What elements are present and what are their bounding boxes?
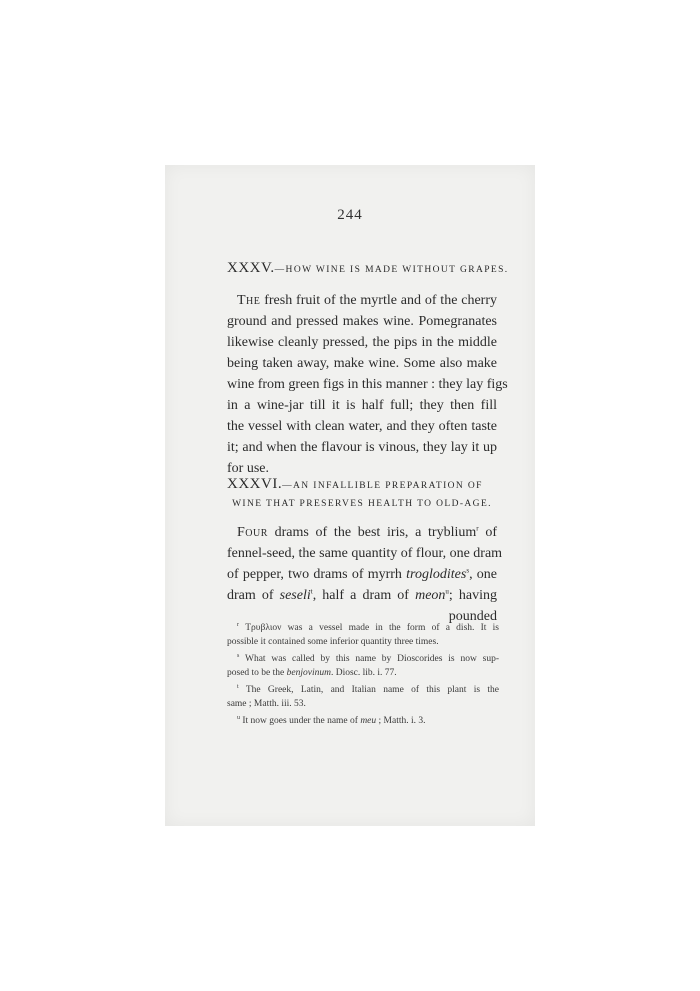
book-page <box>165 165 535 826</box>
footnote-t: $^t$ The Greek, Latin, and Italian name of this plant is the same ; Matth. iii. 53. <box>227 683 499 709</box>
text-line: being taken away, make wine. Some also make <box>227 356 497 371</box>
section-numeral: XXXV. <box>227 260 275 276</box>
footnote-ref: t <box>310 587 313 596</box>
section-title-line1: —AN INFALLIBLE PREPARATION OF <box>282 481 483 491</box>
section-heading-xxxv <box>227 259 509 279</box>
text-line: likewise cleanly pressed, the pips in the middle <box>227 335 497 350</box>
text-line: it; and when the flavour is vinous, they lay it up <box>227 440 497 455</box>
lead-word: Four <box>237 525 268 540</box>
footnote-mark: s <box>237 652 240 659</box>
paragraph-xxxv <box>227 290 508 479</box>
section-title-line2: WINE THAT PRESERVES HEALTH TO OLD-AGE. <box>232 499 492 509</box>
text-line: The fresh fruit of the myrtle and of the cherry <box>237 293 497 308</box>
footnote-ref: r <box>476 524 479 533</box>
text-line: ground and pressed makes wine. Pomegranates <box>227 314 497 329</box>
footnote-r: $^r$ Τρυβλιον was a vessel made in the form of a dish. It is possible it contained some inferior quantity three times. <box>227 621 500 647</box>
catchword: pounded <box>448 609 497 624</box>
page-number: 244 <box>337 207 363 223</box>
footnote-s: $^s$ What was called by this name by Dioscorides is now sup- posed to be the benjovinum. Diosc. lib. i. 77. <box>227 652 499 678</box>
text-line: the vessel with clean water, and they often taste <box>227 419 497 434</box>
section-numeral: XXXVI. <box>227 476 283 492</box>
text-line: fennel-seed, the same quantity of flour, one dram <box>227 546 503 561</box>
text-line: wine from green figs in this manner : they lay figs <box>227 377 508 392</box>
section-title: —HOW WINE IS MADE WITHOUT GRAPES. <box>274 265 509 275</box>
text-line: Four drams of the best iris, a tryblium$^r$ of <box>237 524 497 540</box>
text-line: for use. <box>227 461 269 476</box>
text-line: dram of seseli$^t$, half a dram of meon$^u$; having <box>227 587 497 603</box>
footnote-ref: s <box>466 566 470 575</box>
footnotes <box>227 621 499 731</box>
section-heading-xxxvi <box>227 475 497 513</box>
footnote-ref: u <box>445 587 449 596</box>
footnote-mark: u <box>237 714 240 721</box>
footnote-mark: r <box>237 621 239 628</box>
text-line: of pepper, two drams of myrrh troglodites$^s$, one <box>227 566 498 582</box>
paragraph-xxxvi <box>227 522 503 627</box>
lead-word: The <box>237 293 261 308</box>
footnote-u: $^u$ It now goes under the name of meu ; Matth. i. 3. <box>237 714 426 726</box>
footnote-mark: t <box>237 683 239 690</box>
text-line: in a wine-jar till it is half full; they then fill <box>227 398 497 413</box>
